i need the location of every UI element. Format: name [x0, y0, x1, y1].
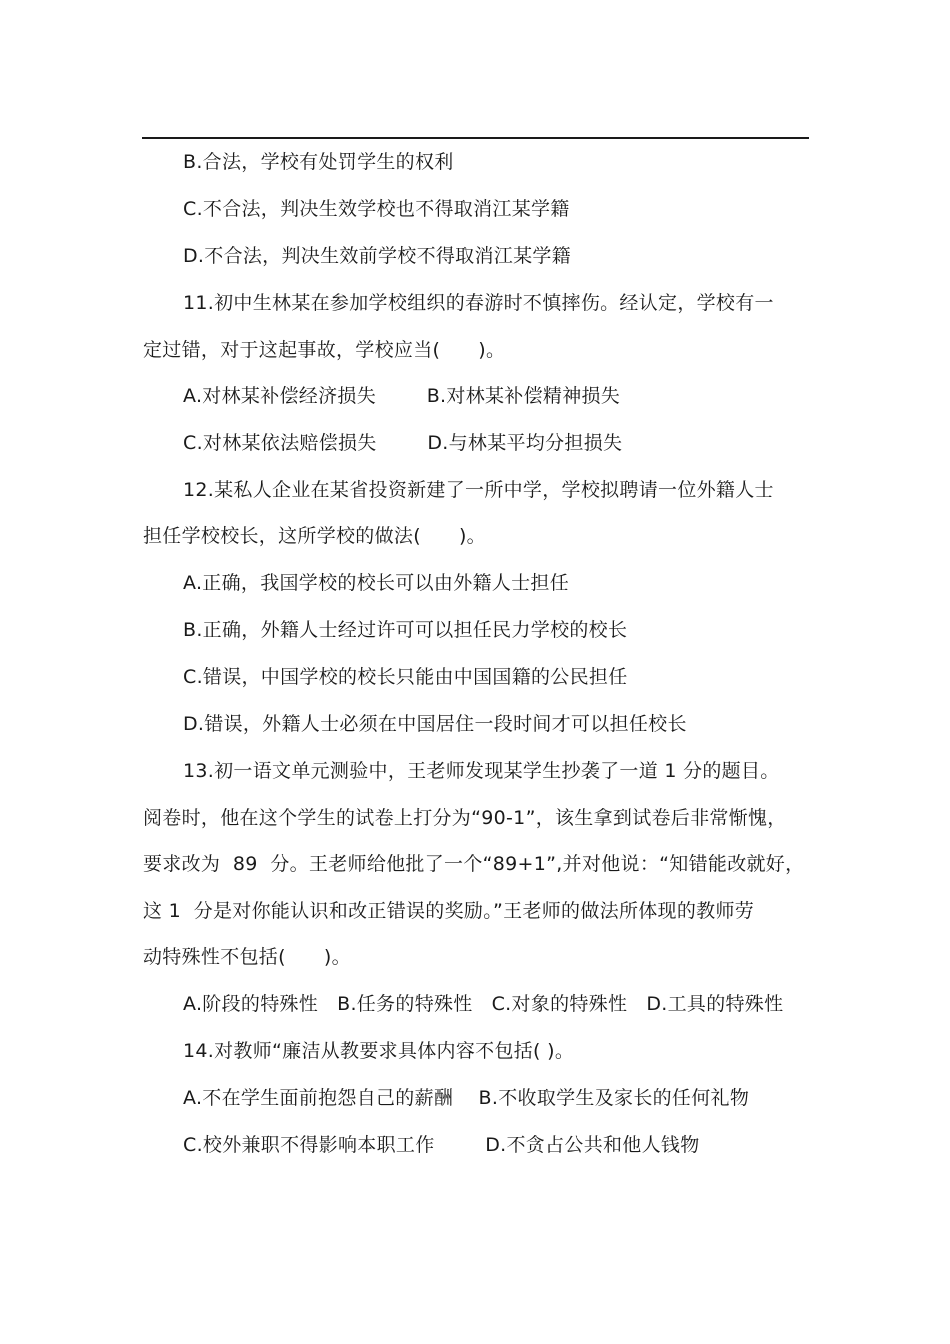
question-13-line-4: 这 1 分是对你能认识和改正错误的奖励。”王老师的做法所体现的教师劳 — [143, 900, 755, 922]
option-10c: C.不合法，判决生效学校也不得取消江某学籍 — [183, 198, 570, 220]
question-13-line-1: 13.初一语文单元测验中，王老师发现某学生抄袭了一道 1 分的题目。 — [183, 760, 780, 782]
option-12b: B.正确，外籍人士经过许可可以担任民力学校的校长 — [183, 619, 628, 641]
options-11-ab: A.对林某补偿经济损失 B.对林某补偿精神损失 — [183, 385, 621, 407]
option-10d: D.不合法，判决生效前学校不得取消江某学籍 — [183, 245, 571, 267]
option-12c: C.错误，中国学校的校长只能由中国国籍的公民担任 — [183, 666, 628, 688]
option-12d: D.错误，外籍人士必须在中国居住一段时间才可以担任校长 — [183, 713, 687, 735]
question-12-line-2: 担任学校校长，这所学校的做法( )。 — [143, 525, 486, 547]
question-14: 14.对教师“廉洁从教要求具体内容不包括( )。 — [183, 1040, 575, 1062]
question-13-line-3: 要求改为 89 分。王老师给他批了一个“89+1”,并对他说：“知错能改就好， — [143, 853, 805, 875]
options-11-cd: C.对林某依法赔偿损失 D.与林某平均分担损失 — [183, 432, 623, 454]
options-14-ab: A.不在学生面前抱怨自己的薪酬 B.不收取学生及家长的任何礼物 — [183, 1087, 750, 1109]
options-14-cd: C.校外兼职不得影响本职工作 D.不贪占公共和他人钱物 — [183, 1134, 700, 1156]
question-11-line-2: 定过错，对于这起事故，学校应当( )。 — [143, 339, 506, 361]
question-11-line-1: 11.初中生林某在参加学校组织的春游时不慎摔伤。经认定，学校有一 — [183, 292, 774, 314]
option-12a: A.正确，我国学校的校长可以由外籍人士担任 — [183, 572, 570, 594]
question-13-line-5: 动特殊性不包括( )。 — [143, 946, 351, 968]
question-12-line-1: 12.某私人企业在某省投资新建了一所中学，学校拟聘请一位外籍人士 — [183, 479, 774, 501]
option-10b: B.合法，学校有处罚学生的权利 — [183, 151, 454, 173]
top-rule — [142, 137, 809, 139]
question-13-line-2: 阅卷时，他在这个学生的试卷上打分为“90-1”，该生拿到试卷后非常惭愧， — [143, 807, 787, 829]
options-13: A.阶段的特殊性 B.任务的特殊性 C.对象的特殊性 D.工具的特殊性 — [183, 993, 784, 1015]
